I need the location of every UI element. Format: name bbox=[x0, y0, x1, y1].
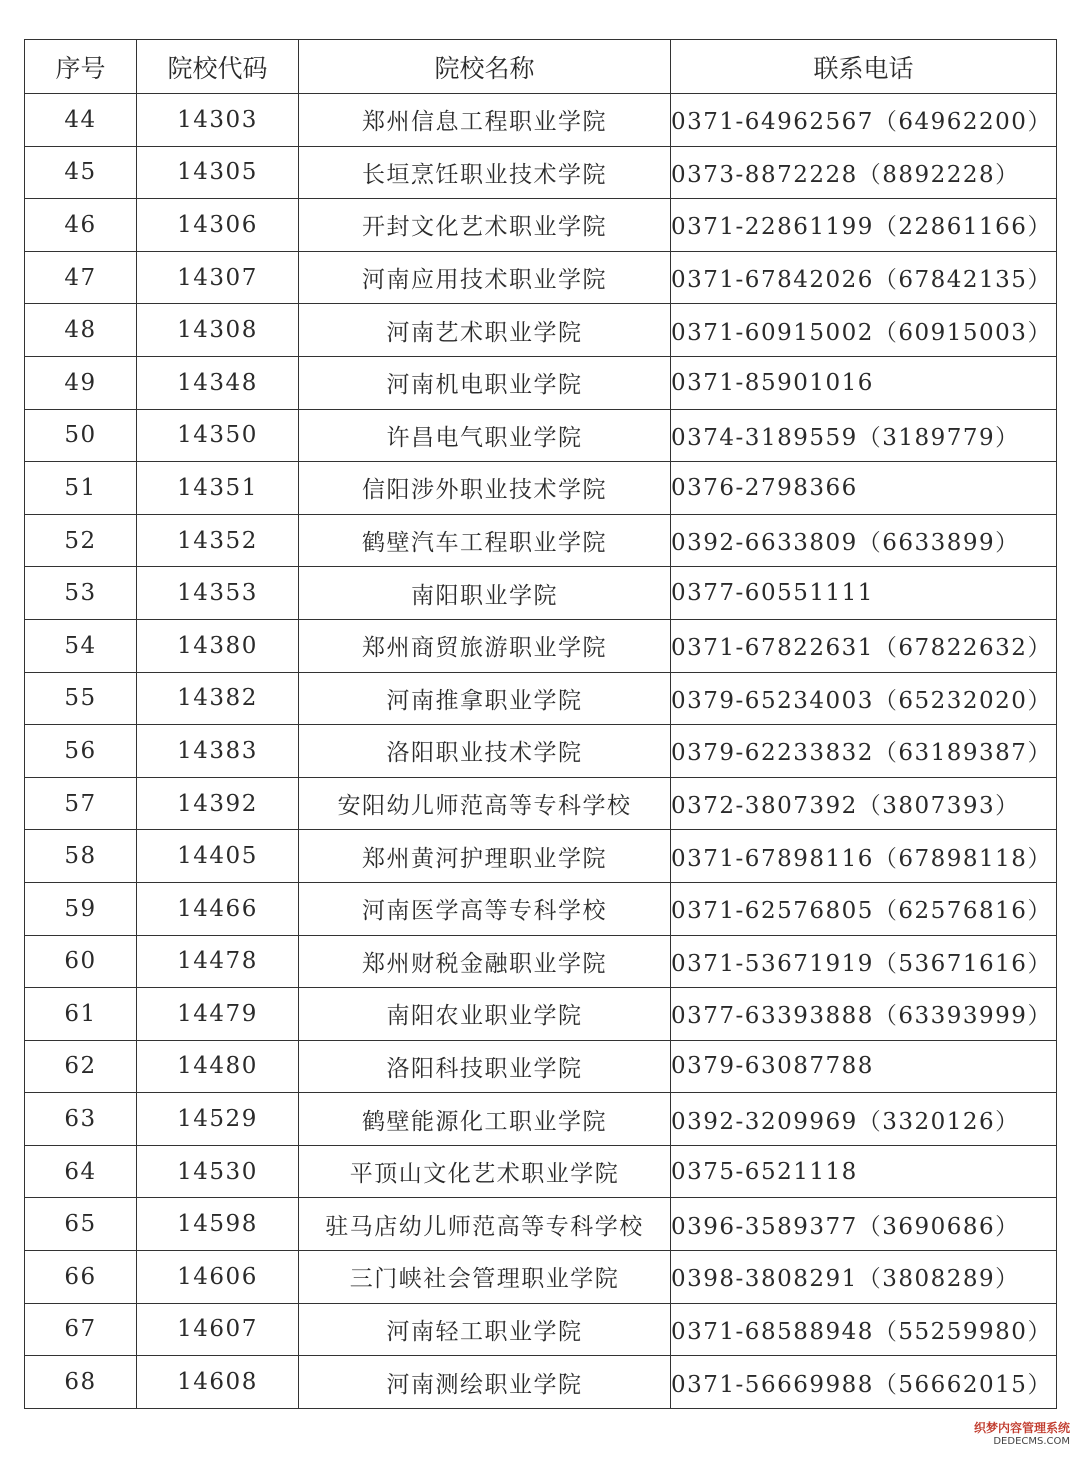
table-row bbox=[25, 356, 1057, 409]
cell-phone: 0371-67898116（67898118） bbox=[671, 830, 1057, 883]
cell-seq: 59 bbox=[25, 882, 137, 935]
header-code: 院校代码 bbox=[137, 40, 299, 94]
cell-code: 14306 bbox=[137, 199, 299, 252]
cell-phone: 0377-63393888（63393999） bbox=[671, 988, 1057, 1041]
cell-name: 信阳涉外职业技术学院 bbox=[299, 462, 671, 515]
cell-phone: 0377-60551111 bbox=[671, 567, 1057, 620]
table-row bbox=[25, 1251, 1057, 1304]
cell-seq: 60 bbox=[25, 935, 137, 988]
cell-seq: 62 bbox=[25, 1040, 137, 1093]
cell-phone: 0371-22861199（22861166） bbox=[671, 199, 1057, 252]
cell-phone: 0374-3189559（3189779） bbox=[671, 409, 1057, 462]
cell-seq: 61 bbox=[25, 988, 137, 1041]
cell-seq: 52 bbox=[25, 514, 137, 567]
header-name: 院校名称 bbox=[299, 40, 671, 94]
cell-code: 14598 bbox=[137, 1198, 299, 1251]
cell-seq: 58 bbox=[25, 830, 137, 883]
table-row bbox=[25, 725, 1057, 778]
table-row bbox=[25, 409, 1057, 462]
cell-seq: 68 bbox=[25, 1356, 137, 1409]
cell-name: 洛阳职业技术学院 bbox=[299, 725, 671, 778]
cell-seq: 64 bbox=[25, 1145, 137, 1198]
cell-seq: 50 bbox=[25, 409, 137, 462]
cell-phone: 0371-56669988（56662015） bbox=[671, 1356, 1057, 1409]
table-row bbox=[25, 251, 1057, 304]
cell-phone: 0371-53671919（53671616） bbox=[671, 935, 1057, 988]
cell-name: 许昌电气职业学院 bbox=[299, 409, 671, 462]
cell-seq: 57 bbox=[25, 777, 137, 830]
table-row bbox=[25, 462, 1057, 515]
cell-seq: 55 bbox=[25, 672, 137, 725]
cell-code: 14353 bbox=[137, 567, 299, 620]
cell-phone: 0398-3808291（3808289） bbox=[671, 1251, 1057, 1304]
cell-code: 14529 bbox=[137, 1093, 299, 1146]
cell-code: 14348 bbox=[137, 356, 299, 409]
table-row bbox=[25, 1145, 1057, 1198]
watermark-logo bbox=[974, 1422, 1070, 1447]
cell-seq: 54 bbox=[25, 619, 137, 672]
cell-code: 14350 bbox=[137, 409, 299, 462]
cell-phone: 0371-62576805（62576816） bbox=[671, 882, 1057, 935]
cell-code: 14351 bbox=[137, 462, 299, 515]
table-row bbox=[25, 567, 1057, 620]
cell-name: 郑州信息工程职业学院 bbox=[299, 94, 671, 147]
cell-name: 平顶山文化艺术职业学院 bbox=[299, 1145, 671, 1198]
cell-name: 郑州黄河护理职业学院 bbox=[299, 830, 671, 883]
table-header bbox=[25, 40, 1057, 94]
table-row bbox=[25, 882, 1057, 935]
cell-code: 14606 bbox=[137, 1251, 299, 1304]
cell-phone: 0379-62233832（63189387） bbox=[671, 725, 1057, 778]
table-row bbox=[25, 1040, 1057, 1093]
cell-seq: 44 bbox=[25, 94, 137, 147]
cell-seq: 51 bbox=[25, 462, 137, 515]
cell-seq: 56 bbox=[25, 725, 137, 778]
cell-seq: 65 bbox=[25, 1198, 137, 1251]
cell-phone: 0371-85901016 bbox=[671, 356, 1057, 409]
watermark-title: 织梦内容管理系统 bbox=[973, 1420, 1070, 1435]
schools-table bbox=[24, 39, 1057, 1409]
cell-code: 14479 bbox=[137, 988, 299, 1041]
cell-code: 14380 bbox=[137, 619, 299, 672]
cell-phone: 0371-68588948（55259980） bbox=[671, 1303, 1057, 1356]
table-row bbox=[25, 619, 1057, 672]
cell-code: 14382 bbox=[137, 672, 299, 725]
cell-code: 14480 bbox=[137, 1040, 299, 1093]
cell-name: 长垣烹饪职业技术学院 bbox=[299, 146, 671, 199]
cell-seq: 46 bbox=[25, 199, 137, 252]
cell-name: 安阳幼儿师范高等专科学校 bbox=[299, 777, 671, 830]
cell-phone: 0372-3807392（3807393） bbox=[671, 777, 1057, 830]
cell-code: 14352 bbox=[137, 514, 299, 567]
cell-code: 14466 bbox=[137, 882, 299, 935]
table-row bbox=[25, 146, 1057, 199]
cell-name: 河南轻工职业学院 bbox=[299, 1303, 671, 1356]
cell-seq: 67 bbox=[25, 1303, 137, 1356]
table-row bbox=[25, 672, 1057, 725]
header-row bbox=[25, 40, 1057, 94]
table-row bbox=[25, 935, 1057, 988]
table-row bbox=[25, 1303, 1057, 1356]
watermark-domain: DEDECMS.COM bbox=[993, 1435, 1070, 1447]
cell-name: 驻马店幼儿师范高等专科学校 bbox=[299, 1198, 671, 1251]
cell-phone: 0379-63087788 bbox=[671, 1040, 1057, 1093]
cell-name: 郑州商贸旅游职业学院 bbox=[299, 619, 671, 672]
cell-name: 郑州财税金融职业学院 bbox=[299, 935, 671, 988]
cell-name: 洛阳科技职业学院 bbox=[299, 1040, 671, 1093]
table-row bbox=[25, 830, 1057, 883]
cell-phone: 0371-60915002（60915003） bbox=[671, 304, 1057, 357]
cell-name: 河南应用技术职业学院 bbox=[299, 251, 671, 304]
cell-code: 14478 bbox=[137, 935, 299, 988]
table-row bbox=[25, 988, 1057, 1041]
cell-name: 鹤壁能源化工职业学院 bbox=[299, 1093, 671, 1146]
cell-phone: 0392-6633809（6633899） bbox=[671, 514, 1057, 567]
cell-name: 三门峡社会管理职业学院 bbox=[299, 1251, 671, 1304]
cell-name: 南阳农业职业学院 bbox=[299, 988, 671, 1041]
cell-code: 14405 bbox=[137, 830, 299, 883]
table-row bbox=[25, 1198, 1057, 1251]
cell-phone: 0371-67822631（67822632） bbox=[671, 619, 1057, 672]
cell-code: 14308 bbox=[137, 304, 299, 357]
cell-phone: 0371-64962567（64962200） bbox=[671, 94, 1057, 147]
header-seq: 序号 bbox=[25, 40, 137, 94]
cell-name: 河南医学高等专科学校 bbox=[299, 882, 671, 935]
table-row bbox=[25, 1356, 1057, 1409]
cell-name: 鹤壁汽车工程职业学院 bbox=[299, 514, 671, 567]
cell-seq: 53 bbox=[25, 567, 137, 620]
cell-code: 14383 bbox=[137, 725, 299, 778]
table-row bbox=[25, 199, 1057, 252]
cell-seq: 45 bbox=[25, 146, 137, 199]
cell-seq: 48 bbox=[25, 304, 137, 357]
table-row bbox=[25, 514, 1057, 567]
cell-name: 开封文化艺术职业学院 bbox=[299, 199, 671, 252]
cell-code: 14530 bbox=[137, 1145, 299, 1198]
cell-code: 14305 bbox=[137, 146, 299, 199]
table-row bbox=[25, 1093, 1057, 1146]
cell-code: 14307 bbox=[137, 251, 299, 304]
cell-phone: 0392-3209969（3320126） bbox=[671, 1093, 1057, 1146]
cell-seq: 63 bbox=[25, 1093, 137, 1146]
cell-phone: 0379-65234003（65232020） bbox=[671, 672, 1057, 725]
cell-phone: 0376-2798366 bbox=[671, 462, 1057, 515]
table-body bbox=[25, 94, 1057, 1409]
cell-code: 14303 bbox=[137, 94, 299, 147]
cell-seq: 47 bbox=[25, 251, 137, 304]
cell-phone: 0375-6521118 bbox=[671, 1145, 1057, 1198]
cell-seq: 66 bbox=[25, 1251, 137, 1304]
cell-phone: 0373-8872228（8892228） bbox=[671, 146, 1057, 199]
cell-seq: 49 bbox=[25, 356, 137, 409]
table-row bbox=[25, 777, 1057, 830]
cell-name: 河南艺术职业学院 bbox=[299, 304, 671, 357]
cell-name: 河南机电职业学院 bbox=[299, 356, 671, 409]
header-phone: 联系电话 bbox=[671, 40, 1057, 94]
cell-name: 河南测绘职业学院 bbox=[299, 1356, 671, 1409]
table-row bbox=[25, 304, 1057, 357]
cell-phone: 0396-3589377（3690686） bbox=[671, 1198, 1057, 1251]
cell-code: 14607 bbox=[137, 1303, 299, 1356]
cell-name: 南阳职业学院 bbox=[299, 567, 671, 620]
cell-phone: 0371-67842026（67842135） bbox=[671, 251, 1057, 304]
cell-code: 14608 bbox=[137, 1356, 299, 1409]
table-row bbox=[25, 94, 1057, 147]
cell-name: 河南推拿职业学院 bbox=[299, 672, 671, 725]
cell-code: 14392 bbox=[137, 777, 299, 830]
